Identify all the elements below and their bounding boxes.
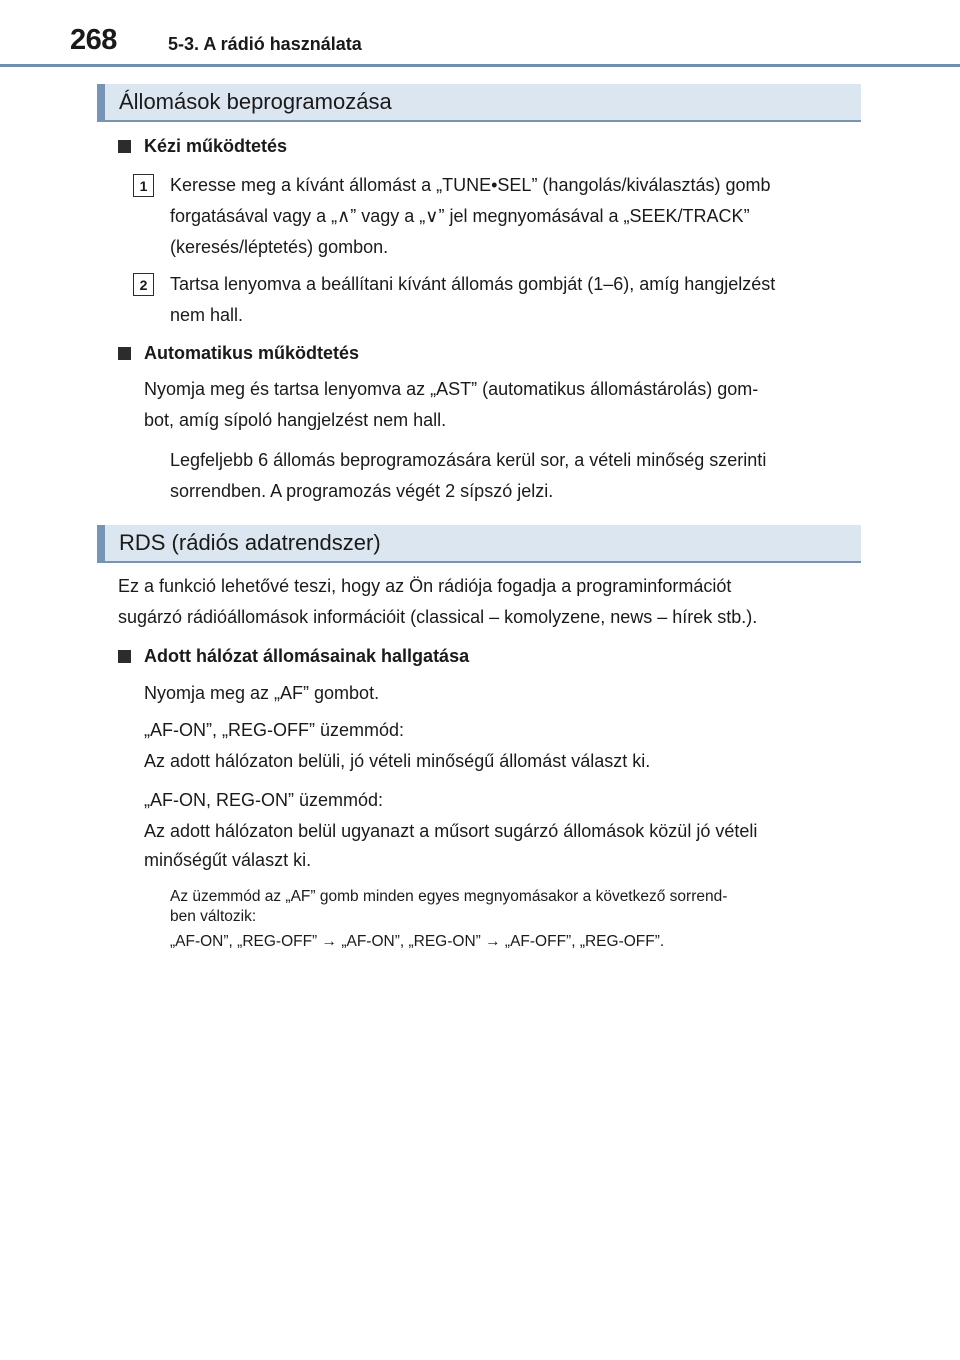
header-rule xyxy=(0,64,960,67)
chapter-title: 5-3. A rádió használata xyxy=(168,34,362,54)
step1-text-line: Keresse meg a kívánt állomást a „TUNE•SEL” (hangolás/kiválasztás) gomb xyxy=(170,175,771,195)
bullet-heading-network xyxy=(118,646,469,667)
bullet-heading-text: Adott hálózat állomásainak hallgatása xyxy=(144,646,470,666)
bullet-heading-manual xyxy=(118,136,287,157)
auto-note-line: Legfeljebb 6 állomás beprogramozására kerül sor, a vételi minőség szerinti xyxy=(170,450,767,470)
mode-description: minőségűt választ ki. xyxy=(144,850,312,870)
square-bullet-icon xyxy=(118,650,131,663)
mode-description: Az adott hálózaton belül ugyanazt a műsort sugárzó állomások közül jó vételi xyxy=(144,821,758,841)
auto-text-line: bot, amíg sípoló hangjelzést nem hall. xyxy=(144,410,447,430)
page-number: 268 xyxy=(70,24,117,56)
bullet-heading-text: Kézi működtetés xyxy=(144,136,288,156)
rds-intro-line: Ez a funkció lehetővé teszi, hogy az Ön rádiója fogadja a programinformációt xyxy=(118,576,732,596)
auto-note-line: sorrendben. A programozás végét 2 sípszó jelzi. xyxy=(170,481,554,501)
mode-description: Az adott hálózaton belüli, jó vételi minőségű állomást választ ki. xyxy=(144,751,651,771)
step-number-2: 2 xyxy=(133,273,154,296)
section-header-rds xyxy=(97,525,861,563)
network-text-line: Nyomja meg az „AF” gombot. xyxy=(144,683,380,703)
bullet-heading-text: Automatikus működtetés xyxy=(144,343,360,363)
mode-title: „AF-ON”, „REG-OFF” üzemmód: xyxy=(144,720,404,740)
mode-title: „AF-ON, REG-ON” üzemmód: xyxy=(144,790,384,810)
section-header-programming xyxy=(97,84,861,122)
bullet-heading-automatic xyxy=(118,343,359,364)
section-title: RDS (rádiós adatrendszer) xyxy=(119,530,381,555)
step1-text-line: (keresés/léptetés) gombon. xyxy=(170,237,389,257)
network-note-line: „AF-ON”, „REG-OFF” → „AF-ON”, „REG-ON” → „AF-OFF”, „REG-OFF”. xyxy=(170,933,665,950)
step2-text-line: Tartsa lenyomva a beállítani kívánt állomás gombját (1–6), amíg hangjelzést xyxy=(170,274,776,294)
step2-text-line: nem hall. xyxy=(170,305,244,325)
rds-intro-line: sugárzó rádióállomások információit (classical – komolyzene, news – hírek stb.). xyxy=(118,607,758,627)
network-note-line: ben változik: xyxy=(170,908,257,925)
step1-text-line: forgatásával vagy a „∧” vagy a „∨” jel megnyomásával a „SEEK/TRACK” xyxy=(170,206,750,226)
network-note-line: Az üzemmód az „AF” gomb minden egyes megnyomásakor a következő sorrend- xyxy=(170,888,728,905)
square-bullet-icon xyxy=(118,140,131,153)
auto-text-line: Nyomja meg és tartsa lenyomva az „AST” (automatikus állomástárolás) gom- xyxy=(144,379,759,399)
step-number-1: 1 xyxy=(133,174,154,197)
square-bullet-icon xyxy=(118,347,131,360)
section-title: Állomások beprogramozása xyxy=(119,89,392,114)
